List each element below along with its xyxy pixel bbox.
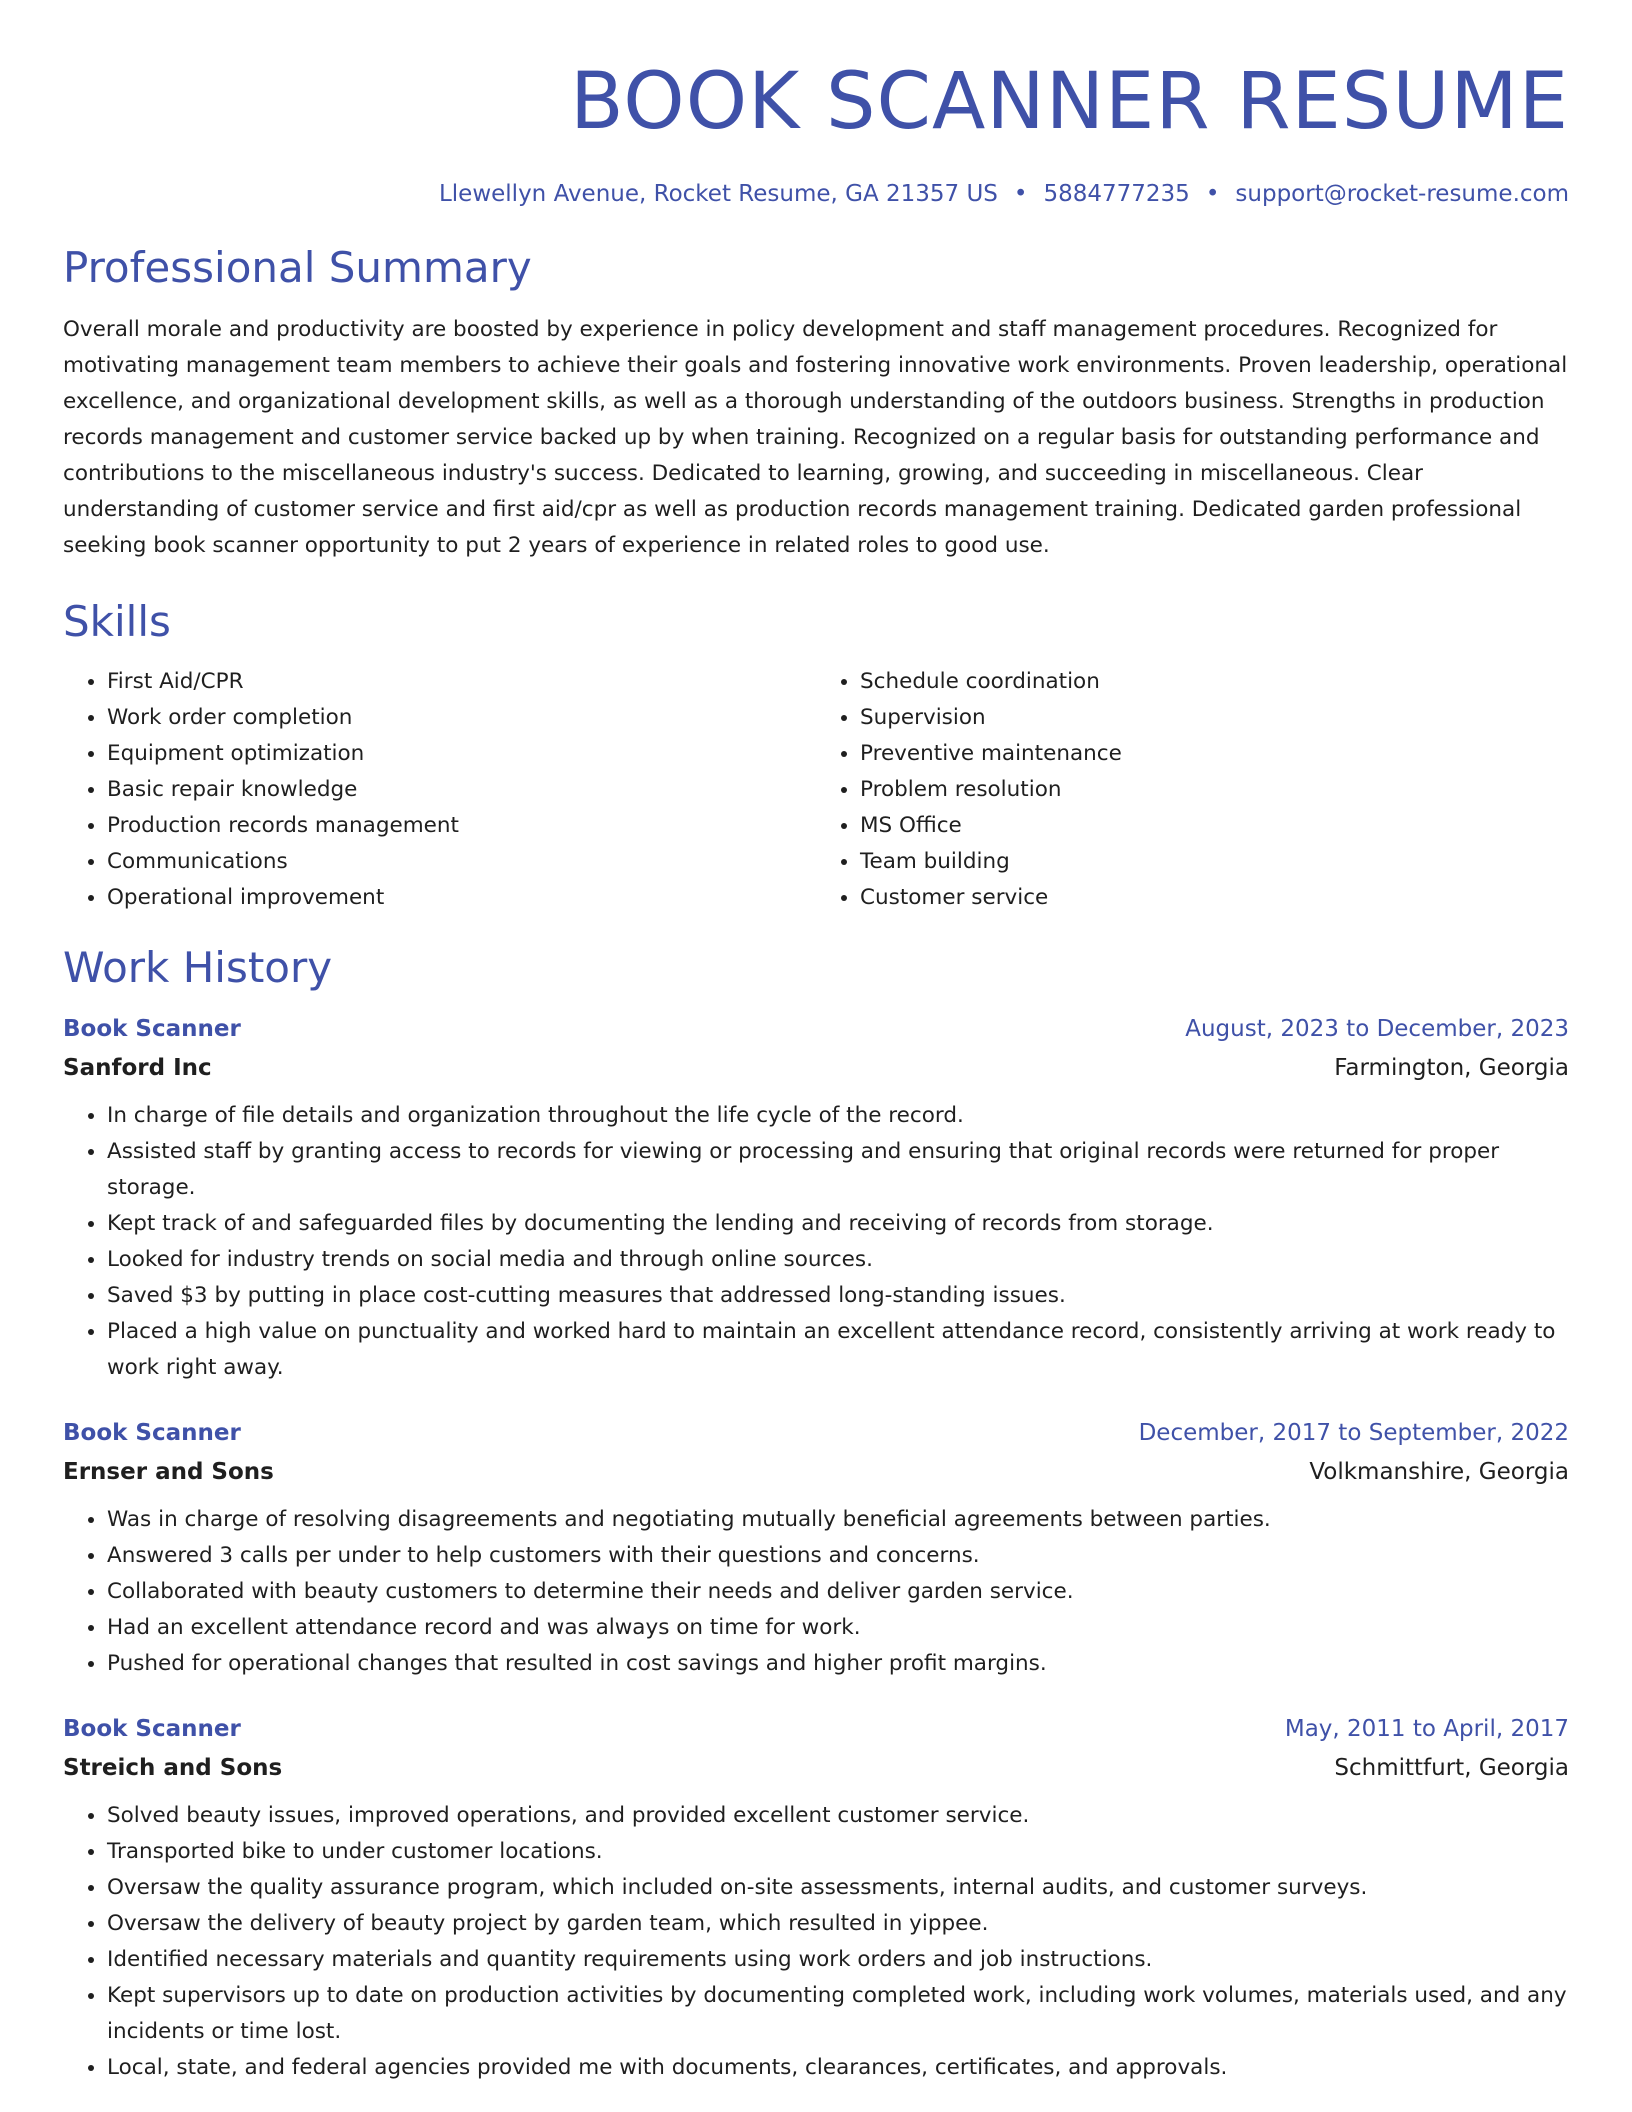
job-header-row bbox=[63, 1414, 1569, 1452]
job-bullet: • Collaborated with beauty customers to determine their needs and deliver garden service. bbox=[107, 1574, 1569, 1610]
job-title: Book Scanner bbox=[63, 1716, 241, 1742]
skill-item: • Basic repair knowledge bbox=[107, 772, 816, 808]
job-dates: December, 2017 to September, 2022 bbox=[1138, 1420, 1569, 1446]
job-location: Schmittfurt, Georgia bbox=[1334, 1755, 1569, 1781]
skill-item: • Production records management bbox=[107, 808, 816, 844]
job-bullet: • Local, state, and federal agencies provided me with documents, clearances, certificates, and approvals. bbox=[107, 2050, 1569, 2086]
skill-item: • First Aid/CPR bbox=[107, 664, 816, 700]
contact-separator: • bbox=[1205, 181, 1220, 207]
summary-heading: Professional Summary bbox=[63, 243, 532, 292]
job-title: Book Scanner bbox=[63, 1016, 241, 1042]
job-bullet-list bbox=[63, 1502, 1569, 1682]
skills-right-column bbox=[816, 664, 1569, 916]
job-company: Ernser and Sons bbox=[63, 1459, 274, 1485]
address-text: Llewellyn Avenue, Rocket Resume, GA 21357 US bbox=[438, 181, 998, 207]
job-header-row bbox=[63, 1710, 1569, 1748]
job-bullet: • Pushed for operational changes that resulted in cost savings and higher profit margins. bbox=[107, 1646, 1569, 1682]
work-history-heading: Work History bbox=[63, 943, 333, 992]
skill-item: • Supervision bbox=[860, 700, 1569, 736]
skill-item: • Operational improvement bbox=[107, 880, 816, 916]
job-bullet: • Answered 3 calls per under to help customers with their questions and concerns. bbox=[107, 1538, 1569, 1574]
job-bullet: • Solved beauty issues, improved operations, and provided excellent customer service. bbox=[107, 1798, 1569, 1834]
job-company-row bbox=[63, 1048, 1569, 1088]
job-bullet: • Saved $3 by putting in place cost-cutting measures that addressed long-standing issues. bbox=[107, 1278, 1569, 1314]
job-header-row bbox=[63, 1010, 1569, 1048]
job-entry bbox=[63, 1710, 1569, 2086]
job-company-row bbox=[63, 1748, 1569, 1788]
phone-text: 5884777235 bbox=[1043, 181, 1190, 207]
skill-item: • Problem resolution bbox=[860, 772, 1569, 808]
skills-left-column bbox=[63, 664, 816, 916]
job-company: Sanford Inc bbox=[63, 1055, 212, 1081]
job-bullet: • In charge of file details and organization throughout the life cycle of the record. bbox=[107, 1098, 1569, 1134]
skill-item: • Schedule coordination bbox=[860, 664, 1569, 700]
job-bullet: • Looked for industry trends on social media and through online sources. bbox=[107, 1242, 1569, 1278]
work-history-list bbox=[63, 1010, 1569, 2086]
skill-item: • MS Office bbox=[860, 808, 1569, 844]
job-location: Volkmanshire, Georgia bbox=[1309, 1459, 1569, 1485]
skill-item: • Equipment optimization bbox=[107, 736, 816, 772]
job-bullet: • Kept track of and safeguarded files by documenting the lending and receiving of records from storage. bbox=[107, 1206, 1569, 1242]
email-text: support@rocket-resume.com bbox=[1235, 181, 1569, 207]
skill-item: • Preventive maintenance bbox=[860, 736, 1569, 772]
job-dates: May, 2011 to April, 2017 bbox=[1284, 1716, 1569, 1742]
job-bullet: • Kept supervisors up to date on production activities by documenting completed work, including work volumes, materials used, and any incidents or time lost. bbox=[107, 1978, 1569, 2050]
skills-grid bbox=[63, 664, 1569, 916]
job-bullet: • Assisted staff by granting access to records for viewing or processing and ensuring that original records were returned for proper storage. bbox=[107, 1134, 1569, 1206]
job-dates: August, 2023 to December, 2023 bbox=[1185, 1016, 1569, 1042]
job-entry bbox=[63, 1010, 1569, 1386]
job-bullet: • Transported bike to under customer locations. bbox=[107, 1834, 1569, 1870]
job-bullet-list bbox=[63, 1098, 1569, 1386]
skill-item: • Work order completion bbox=[107, 700, 816, 736]
contact-separator: • bbox=[1013, 181, 1028, 207]
job-bullet: • Had an excellent attendance record and was always on time for work. bbox=[107, 1610, 1569, 1646]
job-company-row bbox=[63, 1452, 1569, 1492]
skill-item: • Customer service bbox=[860, 880, 1569, 916]
job-location: Farmington, Georgia bbox=[1334, 1055, 1569, 1081]
skill-item: • Communications bbox=[107, 844, 816, 880]
contact-line bbox=[63, 178, 1569, 210]
summary-text: Overall morale and productivity are boosted by experience in policy development and staff management procedures. Recognized for motivating management team members to achieve their goals and fostering innovative work environments. Proven leadership, operational excellence, and organizational development skills, as well as a thorough understanding of the outdoors business. Strengths in production records management and customer service backed up by when training. Recognized on a regular basis for outstanding performance and contributions to the miscellaneous industry's success. Dedicated to learning, growing, and succeeding in miscellaneous. Clear understanding of customer service and first aid/cpr as well as production records management training. Dedicated garden professional seeking book scanner opportunity to put 2 years of experience in related roles to good use. bbox=[63, 317, 1568, 558]
skill-item: • Team building bbox=[860, 844, 1569, 880]
job-bullet: • Oversaw the quality assurance program, which included on-site assessments, internal audits, and customer surveys. bbox=[107, 1870, 1569, 1906]
job-bullet-list bbox=[63, 1798, 1569, 2086]
job-bullet: • Placed a high value on punctuality and worked hard to maintain an excellent attendance record, consistently arriving at work ready to work right away. bbox=[107, 1314, 1569, 1386]
job-title: Book Scanner bbox=[63, 1420, 241, 1446]
job-bullet: • Oversaw the delivery of beauty project by garden team, which resulted in yippee. bbox=[107, 1906, 1569, 1942]
resume-title: BOOK SCANNER RESUME bbox=[570, 57, 1569, 147]
skills-heading: Skills bbox=[63, 597, 171, 646]
job-bullet: • Identified necessary materials and quantity requirements using work orders and job instructions. bbox=[107, 1942, 1569, 1978]
job-bullet: • Was in charge of resolving disagreements and negotiating mutually beneficial agreements between parties. bbox=[107, 1502, 1569, 1538]
job-company: Streich and Sons bbox=[63, 1755, 283, 1781]
job-entry bbox=[63, 1414, 1569, 1682]
